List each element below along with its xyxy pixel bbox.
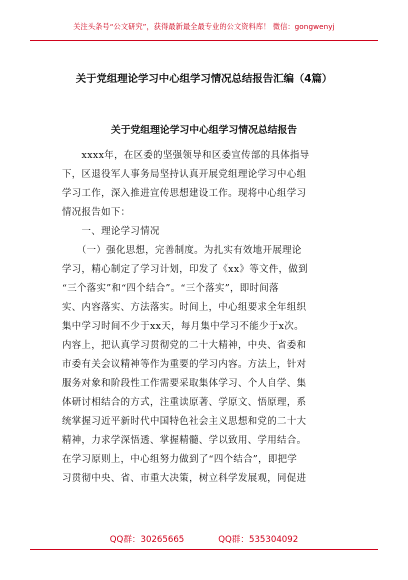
article-body <box>62 146 358 488</box>
header-rule <box>30 40 378 41</box>
body-line: 习贯彻中央、省、市重大决策，树立科学发展观，同促进 <box>62 473 307 484</box>
article-title: 关于党组理论学习中心组学习情况总结报告 <box>110 125 298 136</box>
body-line: 集中学习时间不少于xx天，每月集中学习不能少于x次。 <box>62 321 304 332</box>
body-line: 内容上，把认真学习贯彻党的二十大精神，中央、省委和 <box>62 340 307 351</box>
qq-group-2: QQ群：535304092 <box>218 535 299 545</box>
body-line: （一）强化思想，完善制度。为扎实有效地开展理论 <box>62 245 302 256</box>
footer-rule <box>30 549 378 550</box>
body-line: 学习工作，深入推进宣传思想建设工作。现将中心组学习 <box>62 188 307 199</box>
qq-group-1: QQ群：30265665 <box>109 535 185 545</box>
body-line: 实、内容落实、方法落实。时间上，中心组要求全年组织 <box>62 302 307 313</box>
body-line: 情况报告如下： <box>62 207 131 218</box>
body-line: 精神，力求学深悟透、掌握精髓、学以致用、学用结合。 <box>62 435 307 446</box>
body-line: 在学习原则上，中心组努力做到了“四个结合”，即把学 <box>62 454 298 465</box>
body-line: xxxx年，在区委的坚强领导和区委宣传部的具体指导 <box>62 150 310 161</box>
body-line: 统掌握习近平新时代中国特色社会主义思想和党的二十大 <box>62 416 307 427</box>
document-title: 关于党组理论学习中心组学习情况总结报告汇编（4篇） <box>75 73 333 85</box>
body-line: 市委有关会议精神等作为重要的学习内容。方法上，针对 <box>62 359 307 370</box>
section-heading: 一、理论学习情况 <box>62 226 160 237</box>
body-line: 下，区退役军人事务局坚持认真开展党组理论学习中心组 <box>62 169 307 180</box>
header-banner: 关注头条号“公文研究”，获得最新最全最专业的公文资料库！ 微信：gongwenyj <box>73 22 335 31</box>
body-line: 体研讨相结合的方式，注重读原著、学原文、悟原理，系 <box>62 397 307 408</box>
body-line: 服务对象和阶段性工作需要采取集体学习、个人自学、集 <box>62 378 307 389</box>
footer-qq-groups <box>0 534 408 546</box>
body-line: 学习，精心制定了学习计划，印发了《xx》等文件，做到 <box>62 264 308 275</box>
body-line: “三个落实”和“四个结合”。“三个落实”，即时间落 <box>62 283 279 294</box>
